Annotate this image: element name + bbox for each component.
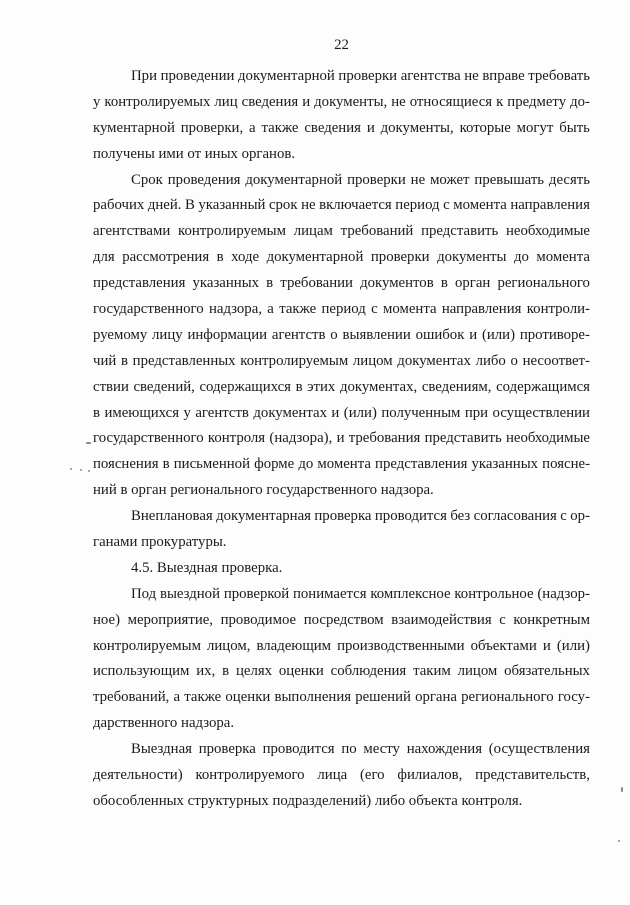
- word: несоответ-: [522, 352, 590, 369]
- text-line: [93, 685, 590, 711]
- word: в: [162, 456, 170, 473]
- text-line: [93, 452, 590, 478]
- word: (его: [359, 767, 385, 784]
- word: с: [443, 197, 450, 214]
- word: направления: [441, 301, 522, 318]
- word: проверки: [370, 249, 430, 266]
- word: содержащимся: [496, 378, 590, 395]
- word: в: [295, 378, 303, 395]
- word: проведении: [160, 68, 235, 84]
- word: соблюдения: [330, 663, 407, 680]
- text-line: [93, 608, 590, 634]
- word: (осуществления: [488, 741, 590, 758]
- word: руемому: [93, 326, 148, 343]
- word: взаимодействия: [391, 611, 492, 628]
- word: нахождения: [406, 741, 483, 758]
- scan-artifact: [88, 470, 90, 472]
- word: ошибок: [415, 326, 465, 343]
- word: а: [267, 301, 274, 318]
- word: владеющим: [256, 637, 332, 654]
- scan-artifact: [86, 442, 91, 444]
- word: документарной: [266, 249, 364, 266]
- word: В: [184, 197, 195, 214]
- word: период: [321, 301, 366, 318]
- word: требования: [348, 430, 421, 447]
- text-line: ний в орган регионального государственного надзора.: [93, 482, 434, 499]
- word: без: [450, 508, 471, 525]
- word: проверки: [347, 171, 406, 188]
- word: кументарной: [93, 119, 175, 136]
- word: содержащихся: [199, 378, 291, 395]
- text-line: [93, 90, 590, 116]
- word: регионального: [461, 689, 554, 706]
- word: представить: [424, 430, 502, 447]
- word: может: [430, 171, 470, 188]
- text-line: [93, 504, 590, 530]
- word: госу-: [557, 689, 590, 706]
- paragraph: [93, 582, 590, 737]
- word: документарной: [245, 171, 343, 188]
- word: направления: [510, 197, 590, 214]
- word: также: [184, 689, 222, 706]
- word: до-: [570, 93, 590, 110]
- paragraph: [93, 168, 590, 505]
- text-line: [93, 582, 590, 608]
- word: надзора,: [208, 301, 262, 318]
- word: и: [302, 93, 311, 110]
- word: контролируемым: [240, 352, 349, 369]
- paragraph: [93, 64, 590, 168]
- scan-artifact: [80, 469, 82, 471]
- paragraph: [93, 504, 590, 556]
- word: (надзор-: [537, 585, 590, 602]
- word: осуществлении: [492, 404, 590, 421]
- text-line: [93, 375, 590, 401]
- word: момента: [453, 197, 507, 214]
- word: а: [173, 689, 181, 706]
- word: орган: [454, 275, 491, 292]
- word: агентств: [271, 326, 326, 343]
- word: таким: [413, 663, 451, 680]
- word: указанный: [198, 197, 266, 214]
- word: ходе: [231, 249, 260, 266]
- word: в: [120, 352, 128, 369]
- word: лицам: [293, 223, 333, 240]
- word: документах: [397, 352, 471, 369]
- word: При: [131, 68, 158, 84]
- word: агентствами: [93, 223, 171, 240]
- word: вправе: [482, 68, 525, 84]
- word: контроля: [207, 430, 266, 447]
- word: выявлении: [342, 326, 411, 343]
- word: проводится: [262, 741, 335, 758]
- word: оценки: [278, 663, 324, 680]
- word: требовать: [528, 68, 590, 84]
- word: представления: [93, 275, 186, 292]
- word: которые: [459, 119, 511, 136]
- word: органа: [415, 689, 457, 706]
- word: не: [464, 68, 479, 84]
- word: к: [496, 93, 504, 110]
- word: лицу: [152, 326, 183, 343]
- word: представительств,: [475, 767, 590, 784]
- word: момента: [383, 301, 437, 318]
- word: проверкой: [223, 585, 290, 602]
- word: и: [331, 404, 340, 421]
- text-line: получены ими от иных органов.: [93, 145, 296, 162]
- word: могут: [516, 119, 554, 136]
- word: сведений,: [133, 378, 195, 395]
- word: указанных: [471, 456, 539, 473]
- word: сведения: [241, 93, 299, 110]
- word: пояснения: [93, 456, 159, 473]
- text-line: [93, 763, 590, 789]
- word: (или): [481, 326, 516, 343]
- word: (или): [343, 404, 377, 421]
- word: документы: [437, 249, 507, 266]
- word: момента: [536, 249, 590, 266]
- word: контроли-: [526, 301, 590, 318]
- word: документах,: [339, 378, 418, 395]
- word: относящиеся: [409, 93, 493, 110]
- word: понимается: [292, 585, 367, 602]
- word: предмету: [507, 93, 567, 110]
- word: выездной: [159, 585, 221, 602]
- paragraph: [93, 737, 590, 815]
- word: превышать: [474, 171, 545, 188]
- word: в: [440, 275, 448, 292]
- text-line: [93, 168, 590, 194]
- word: сведения: [304, 119, 361, 136]
- word: этих: [307, 378, 336, 395]
- word: выполнения: [274, 689, 352, 706]
- text-line: [93, 401, 590, 427]
- word: в: [266, 275, 274, 292]
- word: необходимые: [505, 223, 590, 240]
- word: также: [261, 119, 299, 136]
- word: документах: [253, 404, 327, 421]
- word: контролируемым: [178, 223, 286, 240]
- word: документов: [360, 275, 434, 292]
- word: указанных: [192, 275, 260, 292]
- word: о: [330, 326, 338, 343]
- word: представленных: [132, 352, 236, 369]
- word: регионального: [497, 275, 590, 292]
- word: имеющихся: [104, 404, 180, 421]
- word: Срок: [131, 171, 163, 188]
- word: чий: [93, 352, 117, 369]
- text-line: [93, 659, 590, 685]
- word: включается: [319, 197, 392, 214]
- word: их,: [196, 663, 216, 680]
- word: проверка: [314, 508, 372, 525]
- word: комплексное: [370, 585, 451, 602]
- word: сведениям,: [421, 378, 492, 395]
- word: представить: [421, 223, 499, 240]
- word: лица: [317, 767, 348, 784]
- text-line: [93, 245, 590, 271]
- text-line: [93, 349, 590, 375]
- word: государственного: [93, 301, 204, 318]
- word: оценки: [225, 689, 271, 706]
- word: в: [93, 404, 100, 421]
- word: и: [542, 637, 551, 654]
- text-line: [93, 737, 590, 763]
- paragraph: [93, 556, 590, 582]
- word: для: [93, 249, 115, 266]
- word: и: [469, 326, 478, 343]
- document-body: [93, 64, 590, 815]
- word: ное): [93, 611, 120, 628]
- word: не: [391, 93, 406, 110]
- word: также: [279, 301, 317, 318]
- word: период: [395, 197, 440, 214]
- word: проведения: [167, 171, 241, 188]
- word: требовании: [280, 275, 353, 292]
- word: в: [222, 663, 230, 680]
- word: документарная: [216, 508, 311, 525]
- word: согласования: [473, 508, 557, 525]
- word: деятельности): [93, 767, 183, 784]
- word: о: [510, 352, 518, 369]
- word: письменной: [173, 456, 251, 473]
- word: рассмотрения: [122, 249, 210, 266]
- word: до: [513, 249, 529, 266]
- word: у: [93, 93, 101, 110]
- word: государственного: [93, 430, 204, 447]
- word: использующим: [93, 663, 190, 680]
- word: либо: [475, 352, 506, 369]
- word: контролируемым: [93, 637, 201, 654]
- word: проводимое: [220, 611, 297, 628]
- word: при: [464, 404, 489, 421]
- word: информации: [187, 326, 268, 343]
- word: необходимые: [506, 430, 590, 447]
- word: быть: [559, 119, 590, 136]
- word: не: [410, 171, 426, 188]
- word: до: [298, 456, 314, 473]
- word: с: [371, 301, 378, 318]
- word: контролируемого: [195, 767, 305, 784]
- word: а: [249, 119, 256, 136]
- word: (надзора),: [269, 430, 333, 447]
- word: Внеплановая: [131, 508, 213, 525]
- text-line: дарственного надзора.: [93, 715, 235, 732]
- word: ствии: [93, 378, 129, 395]
- word: требований,: [93, 689, 170, 706]
- text-line: [93, 271, 590, 297]
- word: и: [336, 430, 345, 447]
- text-line: [93, 219, 590, 245]
- word: производственными: [337, 637, 465, 654]
- word: форме: [254, 456, 295, 473]
- scan-artifact: [621, 787, 623, 792]
- text-line: ганами прокуратуры.: [93, 534, 227, 551]
- word: агентств: [195, 404, 249, 421]
- word: документарной: [238, 68, 335, 84]
- word: месту: [363, 741, 400, 758]
- word: Выездная: [131, 741, 192, 758]
- word: целях: [235, 663, 273, 680]
- word: лицом: [457, 663, 498, 680]
- text-line: обособленных структурных подразделений) либо объекта контроля.: [93, 792, 523, 809]
- word: проверки: [338, 68, 398, 84]
- word: с: [499, 611, 506, 628]
- word: представления: [375, 456, 468, 473]
- text-line: [93, 426, 590, 452]
- text-line: [93, 297, 590, 323]
- word: конкретным: [513, 611, 590, 628]
- word: лицом: [352, 352, 393, 369]
- word: документы,: [380, 119, 454, 136]
- text-line: 4.5. Выездная проверка.: [131, 559, 283, 576]
- word: с: [560, 508, 567, 525]
- word: (или): [556, 637, 590, 654]
- word: агентства: [400, 68, 461, 84]
- word: в: [216, 249, 224, 266]
- word: обязательных: [504, 663, 590, 680]
- word: момента: [317, 456, 371, 473]
- word: мероприятие,: [127, 611, 213, 628]
- text-line: [93, 116, 590, 142]
- page-number: 22: [334, 37, 349, 53]
- scan-artifact: [70, 468, 72, 470]
- word: поясне-: [542, 456, 590, 473]
- word: по: [341, 741, 357, 758]
- word: решений: [355, 689, 411, 706]
- word: филиалов,: [397, 767, 463, 784]
- word: документы,: [314, 93, 388, 110]
- word: полученным: [381, 404, 461, 421]
- text-line: [93, 64, 590, 90]
- text-line: [93, 193, 590, 219]
- word: проводится: [374, 508, 447, 525]
- word: проверка: [198, 741, 256, 758]
- word: контролируемых: [104, 93, 211, 110]
- scan-artifact: [618, 840, 620, 842]
- word: не: [301, 197, 316, 214]
- word: и: [366, 119, 375, 136]
- word: Под: [131, 585, 157, 602]
- text-line: [93, 634, 590, 660]
- word: объектами: [470, 637, 537, 654]
- word: лицом,: [207, 637, 251, 654]
- word: рабочих: [93, 197, 145, 214]
- word: десять: [548, 171, 590, 188]
- word: ор-: [570, 508, 590, 525]
- word: у: [183, 404, 191, 421]
- word: срок: [268, 197, 298, 214]
- word: посредством: [303, 611, 384, 628]
- word: противоре-: [519, 326, 590, 343]
- word: контрольное: [454, 585, 534, 602]
- word: лиц: [214, 93, 238, 110]
- word: требований: [340, 223, 414, 240]
- text-line: [93, 323, 590, 349]
- word: дней.: [147, 197, 182, 214]
- word: проверки,: [180, 119, 244, 136]
